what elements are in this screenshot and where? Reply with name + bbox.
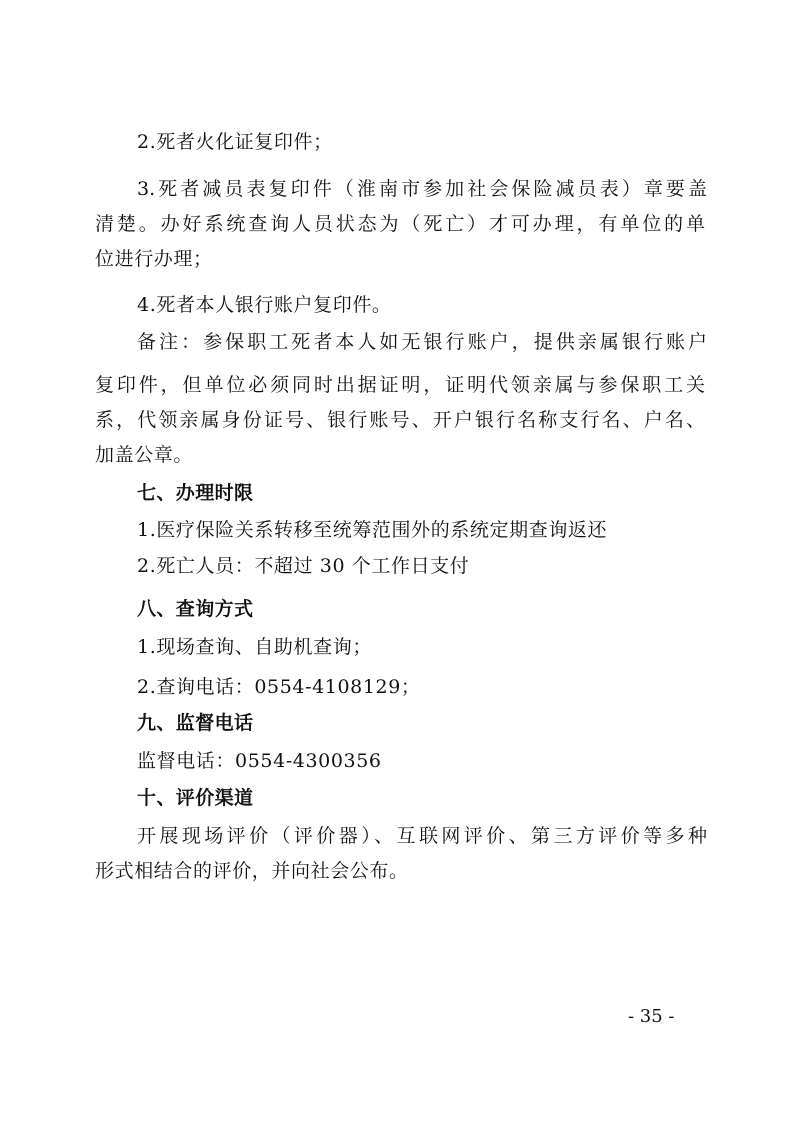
item-bank-account-copy: 4.死者本人银行账户复印件。 [137, 294, 392, 316]
inquiry-method-item-2: 2.查询电话：0554-4108129； [137, 676, 421, 698]
section-heading-processing-time: 七、办理时限 [137, 482, 254, 504]
section-heading-supervision-phone: 九、监督电话 [137, 712, 254, 734]
page-number: - 35 - [628, 1006, 675, 1027]
inquiry-method-item-1: 1.现场查询、自助机查询； [137, 636, 372, 658]
item-reduction-form-line-3: 位进行办理； [95, 248, 213, 270]
item-reduction-form-line-2: 清楚。办好系统查询人员状态为（死亡）才可办理，有单位的单 [95, 213, 705, 235]
remark-line-3: 系，代领亲属身份证号、银行账号、开户银行名称支行名、户名、 [95, 409, 705, 431]
evaluation-line-1: 开展现场评价（评价器）、互联网评价、第三方评价等多种 [137, 825, 707, 847]
remark-line-2: 复印件，但单位必须同时出据证明，证明代领亲属与参保职工关 [95, 374, 705, 396]
remark-line-1: 备注：参保职工死者本人如无银行账户，提供亲属银行账户 [137, 331, 707, 353]
item-reduction-form-line-1: 3.死者减员表复印件（淮南市参加社会保险减员表）章要盖 [137, 178, 707, 200]
remark-line-4: 加盖公章。 [95, 444, 194, 466]
evaluation-line-2: 形式相结合的评价，并向社会公布。 [95, 860, 409, 882]
processing-time-item-2: 2.死亡人员：不超过 30 个工作日支付 [137, 555, 470, 577]
supervision-phone: 监督电话：0554-4300356 [137, 750, 382, 772]
section-heading-evaluation-channels: 十、评价渠道 [137, 787, 254, 809]
processing-time-item-1: 1.医疗保险关系转移至统筹范围外的系统定期查询返还 [137, 519, 608, 541]
item-cremation-certificate: 2.死者火化证复印件； [137, 131, 333, 153]
section-heading-inquiry-methods: 八、查询方式 [137, 598, 254, 620]
